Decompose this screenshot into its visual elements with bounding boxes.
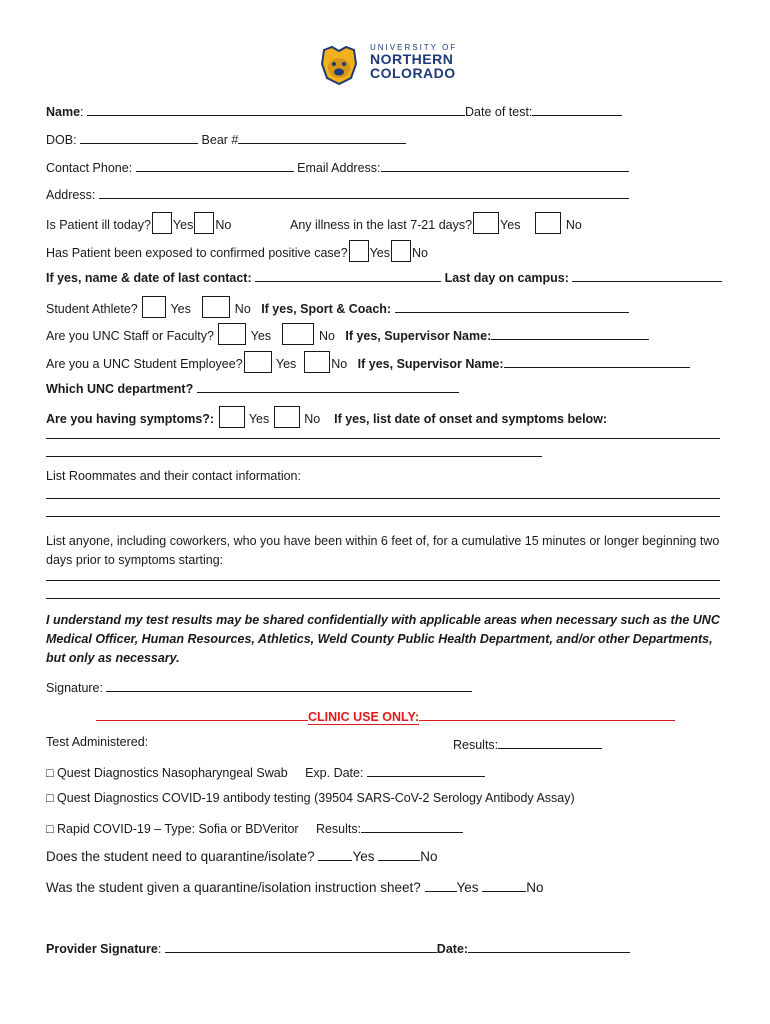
unc-staff-supervisor-field[interactable] xyxy=(491,326,649,340)
symptoms-line-1[interactable] xyxy=(46,438,720,439)
email-label: Email Address: xyxy=(297,161,381,175)
roommates-label: List Roommates and their contact information: xyxy=(46,469,301,483)
dob-label: DOB: xyxy=(46,133,77,147)
signature-label: Signature: xyxy=(46,681,103,695)
name-field[interactable] xyxy=(87,102,465,116)
address-row xyxy=(46,185,629,202)
provider-date-label: Date: xyxy=(436,942,469,956)
illness-7-21-row xyxy=(290,212,582,234)
quarantine-no-label: No xyxy=(420,849,438,864)
instruction-sheet-yes-label: Yes xyxy=(456,880,479,895)
symptoms-yes-checkbox[interactable] xyxy=(219,406,245,428)
department-row xyxy=(46,379,459,396)
last-day-campus-field[interactable] xyxy=(572,268,722,282)
instruction-sheet-question: Was the student given a quarantine/isolation instruction sheet? xyxy=(46,880,421,895)
exposed-question: Has Patient been exposed to confirmed positive case? xyxy=(46,246,348,260)
department-label: Which UNC department? xyxy=(46,382,194,396)
unc-student-employee-question: Are you a UNC Student Employee? xyxy=(46,357,243,371)
signature-row xyxy=(46,678,472,695)
illness-7-21-no-checkbox[interactable] xyxy=(535,212,561,234)
symptoms-followup-label: If yes, list date of onset and symptoms below: xyxy=(334,412,608,426)
results-field[interactable] xyxy=(498,735,602,749)
student-athlete-no-label: No xyxy=(234,302,251,316)
instruction-sheet-no-field[interactable] xyxy=(482,878,526,892)
dob-row xyxy=(46,130,406,147)
illness-7-21-yes-checkbox[interactable] xyxy=(473,212,499,234)
symptoms-question: Are you having symptoms?: xyxy=(46,412,215,426)
student-athlete-question: Student Athlete? xyxy=(46,302,138,316)
coworkers-label: List anyone, including coworkers, who you have been within 6 feet of, for a cumulative 15 minutes or longer beginning two days prior to symptoms starting: xyxy=(46,534,720,567)
unc-student-employee-yes-checkbox[interactable] xyxy=(244,351,272,373)
unc-staff-yes-label: Yes xyxy=(250,329,272,343)
sport-coach-field[interactable] xyxy=(395,299,629,313)
ill-today-yes-checkbox[interactable] xyxy=(152,212,172,234)
email-field[interactable] xyxy=(381,158,629,172)
ill-today-yes-label: Yes xyxy=(172,218,194,232)
sport-coach-label: If yes, Sport & Coach: xyxy=(261,302,392,316)
rapid-results-label: Results: xyxy=(315,822,362,836)
results-row xyxy=(453,735,602,752)
roommates-line-2[interactable] xyxy=(46,516,720,517)
exposed-no-checkbox[interactable] xyxy=(391,240,411,262)
symptoms-row xyxy=(46,406,607,428)
unc-staff-yes-checkbox[interactable] xyxy=(218,323,246,345)
last-contact-field[interactable] xyxy=(255,268,441,282)
ill-today-no-label: No xyxy=(215,218,232,232)
ill-today-row xyxy=(46,212,231,234)
name-row: Name: Date of test: xyxy=(46,102,622,119)
results-label: Results: xyxy=(453,738,499,752)
test-option-label: □ Rapid COVID-19 – Type: Sofia or BDVeritor xyxy=(46,822,299,836)
bear-label: Bear # xyxy=(201,133,239,147)
unc-logo xyxy=(318,44,458,86)
logo-line2: NORTHERN xyxy=(370,51,454,67)
unc-student-employee-supervisor-field[interactable] xyxy=(504,354,690,368)
last-day-campus-label: Last day on campus xyxy=(444,271,565,285)
clinic-line-right xyxy=(419,707,675,721)
test-option-label: □ Quest Diagnostics COVID-19 antibody testing (39504 SARS-CoV-2 Serology Antibody Assay) xyxy=(46,791,575,805)
unc-staff-row xyxy=(46,323,649,345)
exposed-row xyxy=(46,240,428,262)
unc-student-employee-supervisor-label: If yes, Supervisor Name: xyxy=(357,357,504,371)
unc-student-employee-no-checkbox[interactable] xyxy=(304,351,330,373)
illness-7-21-yes-label: Yes xyxy=(500,218,521,232)
roommates-line-1[interactable] xyxy=(46,498,720,499)
illness-7-21-question: Any illness in the last 7-21 days? xyxy=(290,218,473,232)
address-field[interactable] xyxy=(99,185,629,199)
test-option-nasopharyngeal[interactable] xyxy=(46,763,485,780)
exposed-yes-label: Yes xyxy=(369,246,390,260)
quarantine-yes-label: Yes xyxy=(352,849,375,864)
unc-student-employee-row xyxy=(46,351,690,373)
exposed-yes-checkbox[interactable] xyxy=(349,240,369,262)
clinic-use-row xyxy=(96,707,675,724)
exp-date-field[interactable] xyxy=(367,763,485,777)
symptoms-yes-label: Yes xyxy=(248,412,270,426)
provider-date-field[interactable] xyxy=(468,939,630,953)
student-athlete-yes-label: Yes xyxy=(170,302,191,316)
coworkers-line-1[interactable] xyxy=(46,580,720,581)
unc-staff-no-checkbox[interactable] xyxy=(282,323,314,345)
bear-mascot-icon xyxy=(318,44,360,86)
exposed-no-label: No xyxy=(411,246,428,260)
contact-phone-label: Contact Phone: xyxy=(46,161,133,175)
provider-signature-row: Provider Signature: Date: xyxy=(46,939,630,956)
instruction-sheet-row xyxy=(46,878,544,895)
symptoms-no-checkbox[interactable] xyxy=(274,406,300,428)
quarantine-question: Does the student need to quarantine/isolate? xyxy=(46,849,315,864)
unc-staff-no-label: No xyxy=(318,329,335,343)
test-option-rapid[interactable] xyxy=(46,819,463,836)
name-label: Name xyxy=(46,105,81,119)
bear-number-field[interactable] xyxy=(238,130,406,144)
last-contact-label: If yes, name & date of last contact xyxy=(46,271,248,285)
instruction-sheet-no-label: No xyxy=(526,880,544,895)
quarantine-row xyxy=(46,847,438,864)
consent-text: I understand my test results may be shared confidentially with applicable areas when necessary such as the UNC Medical Officer, Human Resources, Athletics, Weld County Public Health Department, and/or other Departments, but only as necessary. xyxy=(46,613,720,665)
ill-today-question: Is Patient ill today? xyxy=(46,218,151,232)
coworkers-line-2[interactable] xyxy=(46,598,720,599)
illness-7-21-no-label: No xyxy=(565,218,582,232)
student-athlete-row xyxy=(46,296,629,318)
date-of-test-field[interactable] xyxy=(532,102,622,116)
department-field[interactable] xyxy=(197,379,459,393)
logo-line1: UNIVERSITY OF xyxy=(370,43,458,52)
unc-student-employee-yes-label: Yes xyxy=(275,357,297,371)
quarantine-yes-field[interactable] xyxy=(318,847,352,861)
logo-line3: COLORADO xyxy=(370,65,456,81)
test-option-label: □ Quest Diagnostics Nasopharyngeal Swab xyxy=(46,766,288,780)
test-administered-label: Test Administered: xyxy=(46,735,149,749)
symptoms-line-2[interactable] xyxy=(46,456,542,457)
dob-field[interactable] xyxy=(80,130,198,144)
signature-field[interactable] xyxy=(106,678,472,692)
symptoms-no-label: No xyxy=(304,412,321,426)
instruction-sheet-yes-field[interactable] xyxy=(425,878,457,892)
student-athlete-yes-checkbox[interactable] xyxy=(142,296,166,318)
unc-staff-supervisor-label: If yes, Supervisor Name: xyxy=(345,329,492,343)
last-contact-row: If yes, name & date of last contact: Last day on campus: xyxy=(46,268,722,285)
student-athlete-no-checkbox[interactable] xyxy=(202,296,230,318)
ill-today-no-checkbox[interactable] xyxy=(194,212,214,234)
provider-signature-label: Provider Signature xyxy=(46,942,158,956)
unc-staff-question: Are you UNC Staff or Faculty? xyxy=(46,329,214,343)
provider-signature-field[interactable] xyxy=(165,939,437,953)
rapid-results-field[interactable] xyxy=(361,819,463,833)
clinic-use-label: CLINIC USE ONLY: xyxy=(308,710,420,724)
logo-wordmark xyxy=(370,44,457,80)
unc-student-employee-no-label: No xyxy=(331,357,348,371)
date-of-test-label: Date of test: xyxy=(465,105,533,119)
contact-row xyxy=(46,158,629,175)
address-label: Address: xyxy=(46,188,96,202)
exp-date-label: Exp. Date: xyxy=(305,766,364,780)
test-option-antibody[interactable] xyxy=(46,791,575,805)
quarantine-no-field[interactable] xyxy=(378,847,420,861)
clinic-line-left xyxy=(96,707,308,721)
contact-phone-field[interactable] xyxy=(136,158,294,172)
